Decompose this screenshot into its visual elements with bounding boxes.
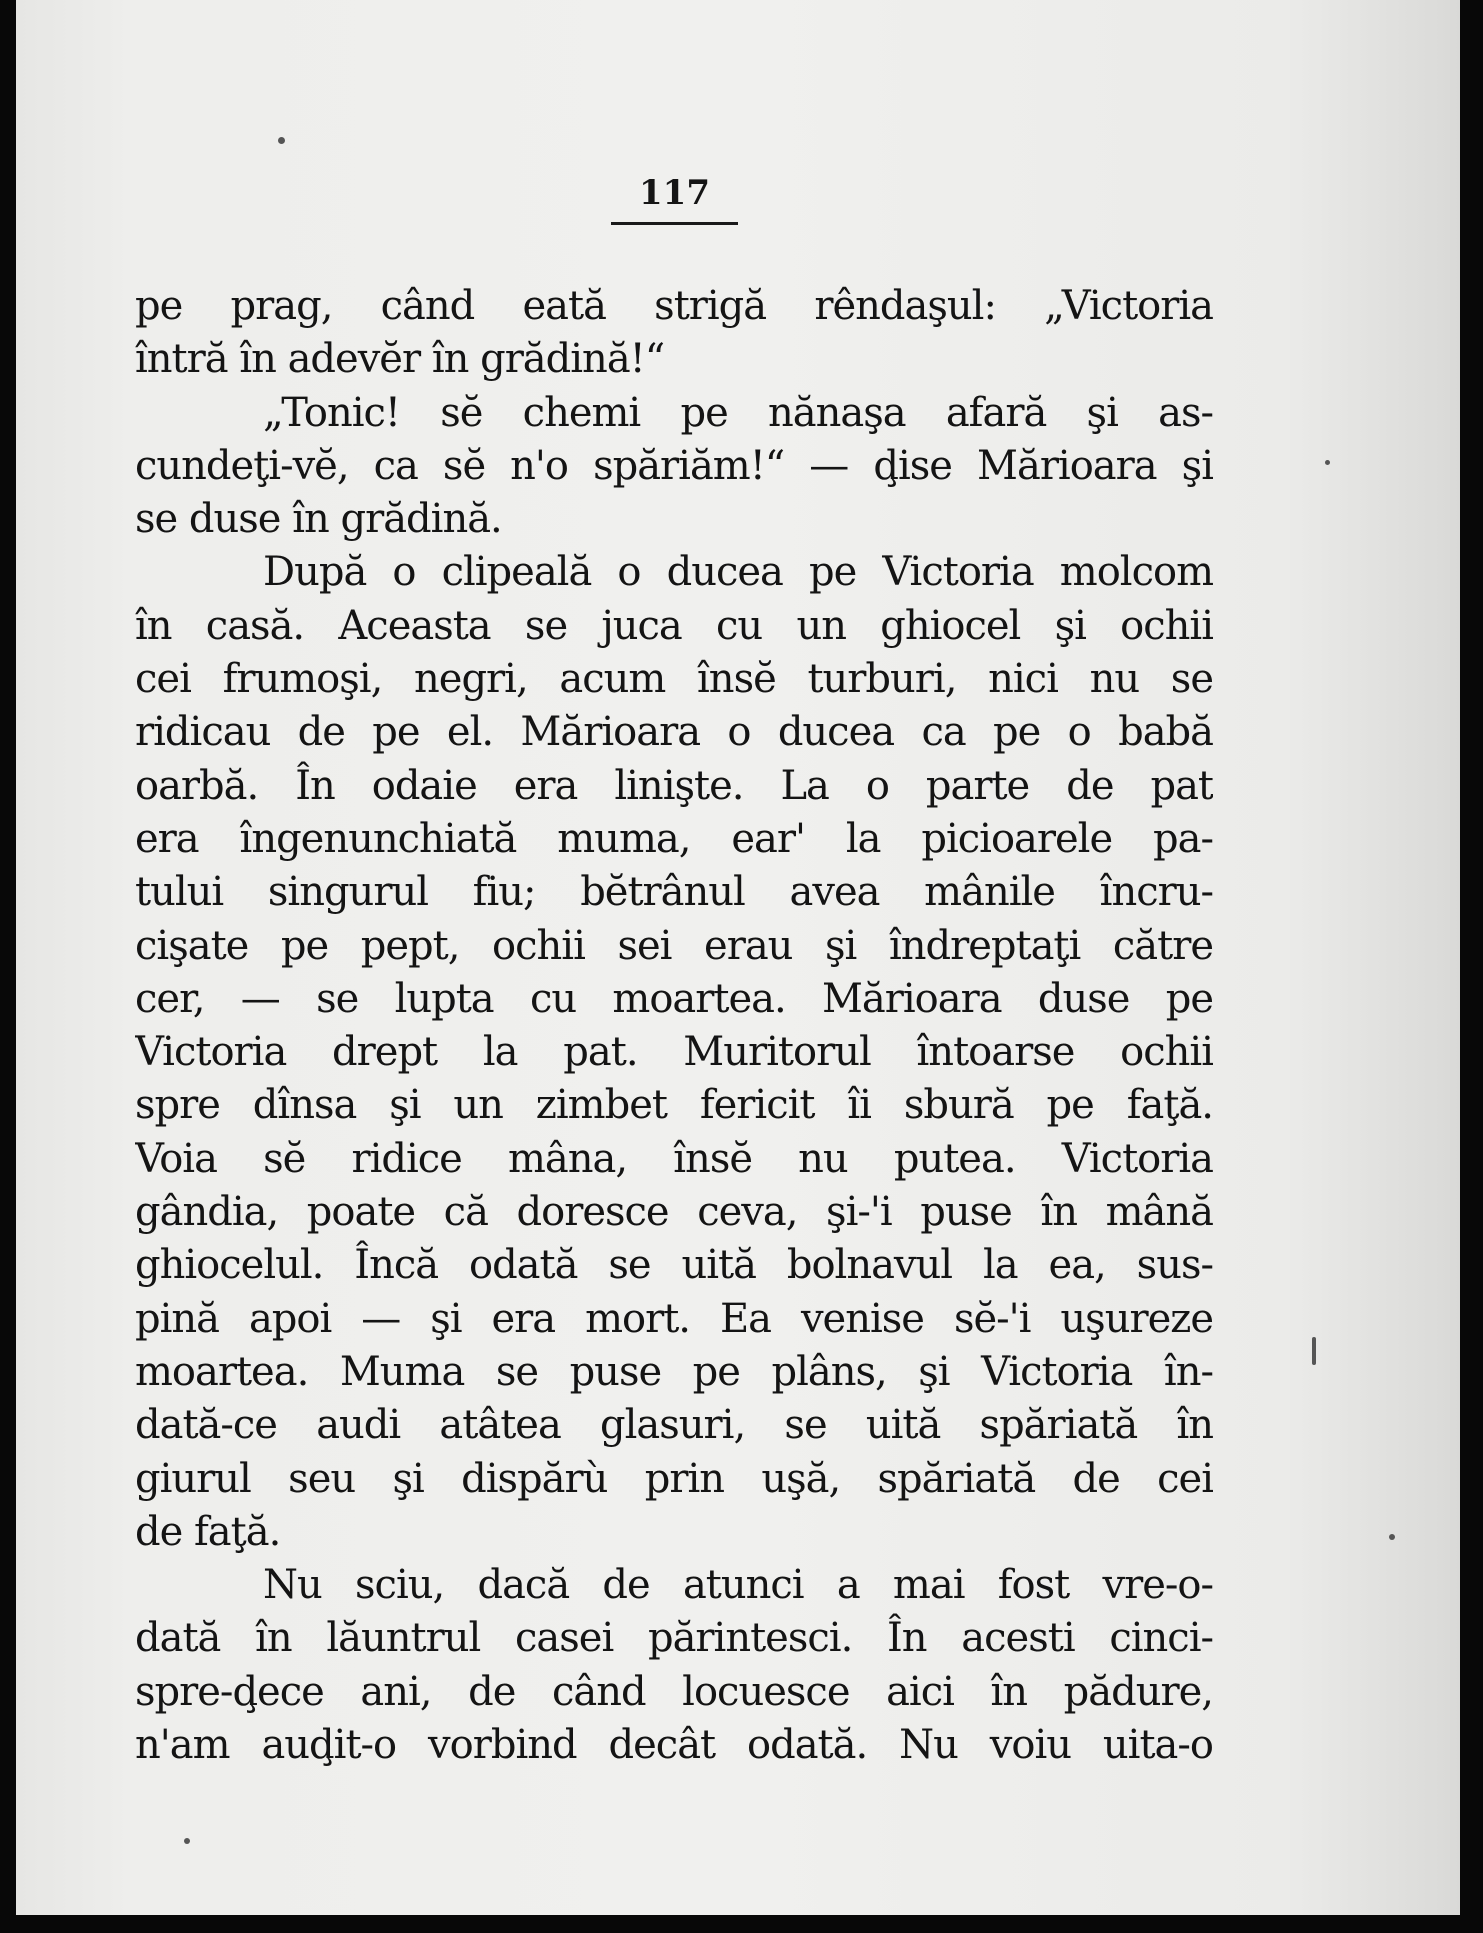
text-line: de faţă. xyxy=(135,1508,281,1555)
text-line: ridicau de pe el. Mărioara o ducea ca pe o babă xyxy=(135,709,1213,756)
text-line: pe prag, când eată strigă rêndaşul: „Victoria xyxy=(135,283,1213,329)
body-text xyxy=(135,280,1213,1772)
text-line: oarbă. În odaie era linişte. La o parte de pat xyxy=(135,762,1213,809)
text-line: „Tonic! sĕ chemi pe nănaşa afară şi as- xyxy=(263,389,1213,436)
text-line: cundeţi-vĕ, ca sĕ n'o spăriăm!“ — ḑise Mărioara şi xyxy=(135,442,1213,489)
text-line: dată în lăuntrul casei părintesci. În acesti cinci- xyxy=(135,1615,1213,1662)
text-line: giurul seu şi dispărù prin uşă, spăriată de cei xyxy=(135,1455,1213,1502)
text-line: Victoria drept la pat. Muritorul întoarse ochii xyxy=(135,1029,1213,1076)
text-line: în casă. Aceasta se juca cu un ghiocel şi ochii xyxy=(135,602,1213,649)
print-speck xyxy=(1389,1534,1395,1540)
text-line: gândia, poate că doresce ceva, şi-'i puse în mână xyxy=(135,1189,1213,1236)
text-line: cei frumoşi, negri, acum însĕ turburi, nici nu se xyxy=(135,656,1213,703)
text-line: pină apoi — şi era mort. Ea venise sĕ-'i uşureze xyxy=(135,1295,1213,1342)
text-line: Voia sĕ ridice mâna, însĕ nu putea. Victoria xyxy=(135,1135,1213,1182)
text-line: ghiocelul. Încă odată se uită bolnavul la ea, sus- xyxy=(135,1242,1213,1289)
text-line: cişate pe pept, ochii sei erau şi îndreptaţi către xyxy=(135,922,1213,969)
text-line: întră în adevĕr în grădină!“ xyxy=(135,336,665,383)
print-speck xyxy=(278,137,285,144)
text-line: se duse în grădină. xyxy=(135,496,502,543)
text-line: spre dînsa şi un zimbet fericit îi sbură pe faţă. xyxy=(135,1082,1213,1129)
text-line: dată-ce audi atâtea glasuri, se uită spăriată în xyxy=(135,1402,1213,1449)
text-line: Nu sciu, dacă de atunci a mai fost vre-o- xyxy=(263,1562,1213,1609)
page-number-rule xyxy=(611,222,738,225)
text-line: tului singurul fiu; bĕtrânul avea mânile încru- xyxy=(135,869,1213,916)
print-speck xyxy=(1312,1337,1316,1365)
text-line: n'am auḑit-o vorbind decât odată. Nu voiu uita-o xyxy=(135,1722,1213,1769)
page-number: 117 xyxy=(639,173,710,213)
print-speck xyxy=(184,1838,190,1844)
text-line: spre-ḑece ani, de când locuesce aici în pădure, xyxy=(135,1668,1213,1715)
print-speck xyxy=(1325,460,1330,465)
text-line: După o clipeală o ducea pe Victoria molcom xyxy=(263,549,1213,596)
text-line: era îngenunchiată muma, ear' la picioarele pa- xyxy=(135,815,1213,862)
text-line: cer, — se lupta cu moartea. Mărioara duse pe xyxy=(135,975,1213,1022)
text-line: moartea. Muma se puse pe plâns, şi Victoria în- xyxy=(135,1348,1213,1395)
